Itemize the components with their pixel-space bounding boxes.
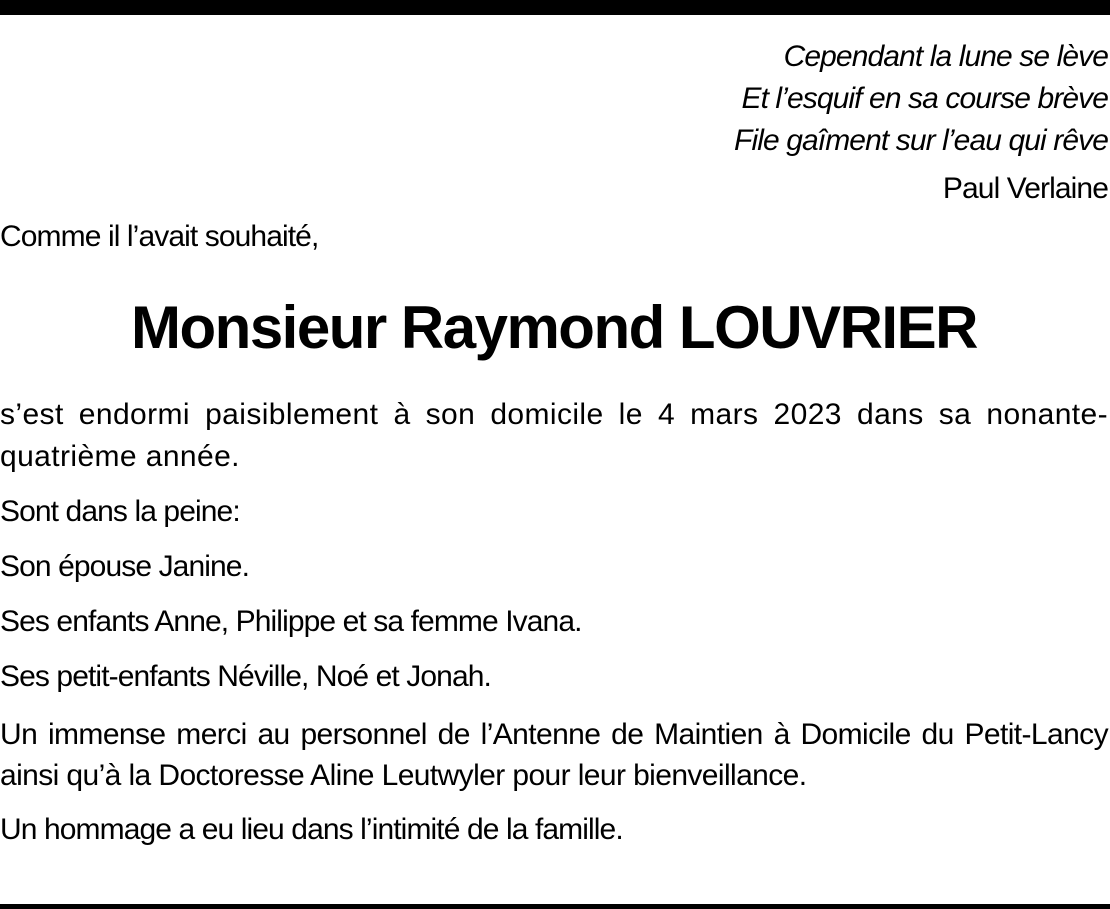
- epigraph-poem: [0, 36, 1108, 162]
- obituary-notice: [0, 36, 1108, 851]
- announcement-text: s’est endormi paisiblement à son domicile le 4 mars 2023 dans sa nonante-quatrième année.: [0, 398, 1108, 473]
- epigraph-line: Et l’esquif en sa course brève: [741, 82, 1108, 115]
- top-border-rule: [0, 0, 1110, 15]
- deceased-name: Monsieur Raymond LOUVRIER: [131, 294, 977, 361]
- mourner-line: Ses enfants Anne, Philippe et sa femme Ivana.: [0, 605, 582, 638]
- intro-text: Comme il l’avait souhaité,: [0, 220, 319, 253]
- epigraph-line: Cependant la lune se lève: [783, 40, 1108, 73]
- mourners-heading: Sont dans la peine:: [0, 495, 240, 528]
- epigraph-line: File gaîment sur l’eau qui rêve: [734, 124, 1108, 157]
- epigraph-author: Paul Verlaine: [942, 172, 1108, 205]
- mourner-line: Son épouse Janine.: [0, 550, 250, 583]
- bottom-border-rule: [0, 904, 1110, 909]
- closing-text: Un hommage a eu lieu dans l’intimité de la famille.: [0, 813, 623, 846]
- mourner-line: Ses petit-enfants Néville, Noé et Jonah.: [0, 660, 491, 693]
- thanks-text: Un immense merci au personnel de l’Antenne de Maintien à Domicile du Petit-Lancy ainsi qu’à la Doctoresse Aline Leutwyler pour leur bienveillance.: [0, 718, 1108, 792]
